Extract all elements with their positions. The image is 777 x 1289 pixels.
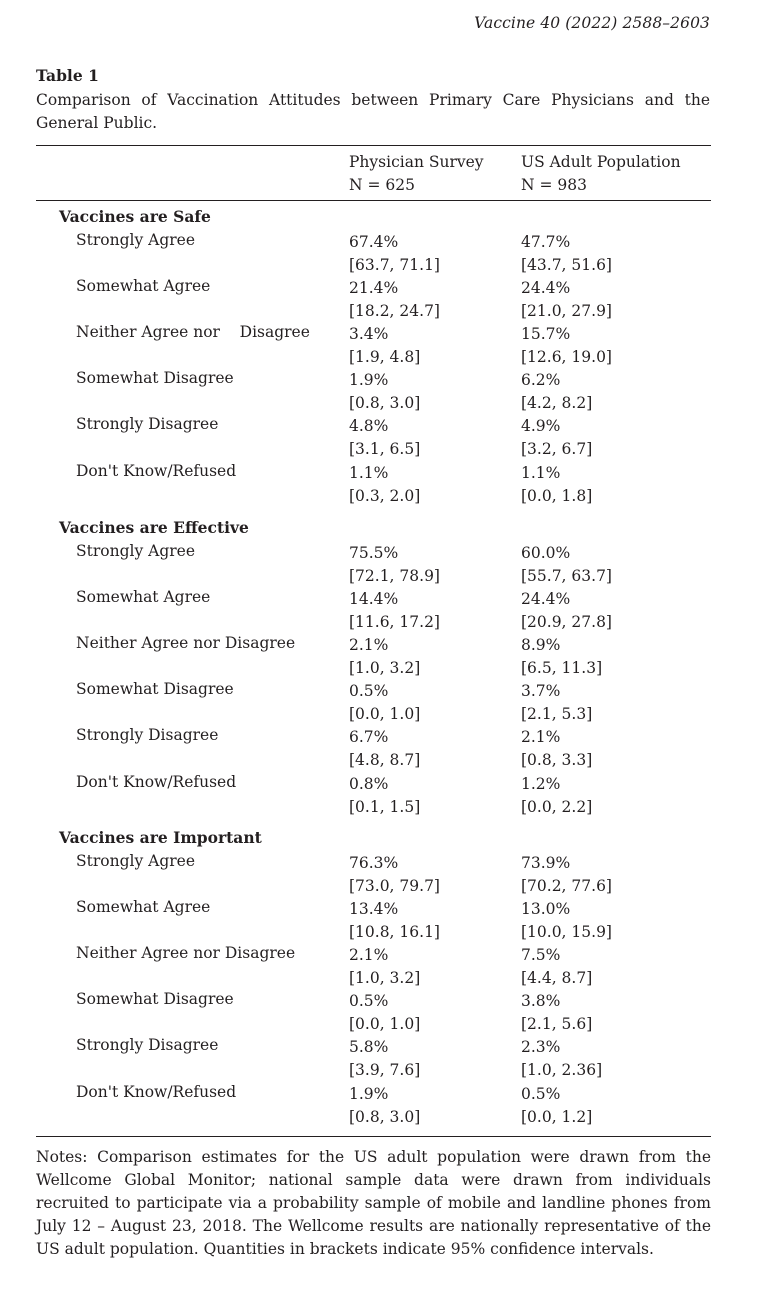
- physician-percent: 21.4%: [349, 279, 399, 298]
- population-percent: 1.1%: [521, 463, 561, 482]
- population-percent: 3.8%: [521, 992, 561, 1011]
- population-ci: [1.0, 2.36]: [521, 1061, 603, 1080]
- population-percent: 1.2%: [521, 774, 561, 793]
- table-row: [0, 369, 777, 415]
- physician-ci: [1.0, 3.2]: [349, 659, 421, 678]
- row-label: Somewhat Disagree: [76, 680, 234, 699]
- physician-cell: [349, 944, 420, 990]
- row-label: Somewhat Agree: [76, 588, 211, 607]
- physician-percent: 0.5%: [349, 682, 389, 701]
- table-row: [0, 898, 777, 944]
- table-row: [0, 542, 777, 588]
- table-row: [0, 726, 777, 772]
- row-label: Somewhat Disagree: [76, 369, 234, 388]
- population-cell: [521, 680, 592, 726]
- table-row: [0, 1083, 777, 1129]
- table-row: [0, 323, 777, 369]
- table-notes: Notes: Comparison estimates for the US adult population were drawn from the Wellcome Global Monitor; national sample data were drawn from individuals recruited to participate via a probability sample of mobile and landline phones from July 12 – August 23, 2018. The Wellcome results are nationally representative of the US adult population. Quantities in brackets indicate 95% confidence intervals.: [36, 1148, 711, 1258]
- population-cell: [521, 231, 612, 277]
- table-bottom-rule: [36, 1136, 711, 1137]
- physician-ci: [0.0, 1.0]: [349, 705, 421, 724]
- physician-ci: [18.2, 24.7]: [349, 302, 440, 321]
- physician-ci: [0.1, 1.5]: [349, 797, 421, 816]
- population-ci: [70.2, 77.6]: [521, 877, 612, 895]
- physician-cell: [349, 773, 420, 819]
- column-header-n: N = 625: [349, 176, 415, 194]
- table-row: [0, 773, 777, 819]
- population-ci: [0.0, 2.2]: [521, 797, 593, 816]
- column-header-physician: [349, 151, 484, 197]
- population-ci: [2.1, 5.6]: [521, 1015, 593, 1034]
- population-percent: 7.5%: [521, 946, 561, 965]
- physician-percent: 0.5%: [349, 992, 389, 1011]
- physician-cell: [349, 277, 440, 323]
- table-row: [0, 634, 777, 680]
- table-row: [0, 990, 777, 1036]
- physician-ci: [1.0, 3.2]: [349, 969, 421, 988]
- physician-cell: [349, 369, 420, 415]
- population-percent: 15.7%: [521, 325, 571, 344]
- row-label: Somewhat Agree: [76, 898, 211, 917]
- physician-percent: 2.1%: [349, 636, 389, 655]
- population-percent: 4.9%: [521, 417, 561, 436]
- physician-cell: [349, 680, 420, 726]
- physician-cell: [349, 231, 440, 277]
- row-label: Neither Agree nor Disagree: [76, 944, 296, 963]
- population-ci: [21.0, 27.9]: [521, 302, 612, 321]
- population-cell: [521, 588, 612, 634]
- physician-ci: [3.9, 7.6]: [349, 1061, 421, 1080]
- physician-percent: 13.4%: [349, 900, 399, 919]
- row-label: Don't Know/Refused: [76, 1082, 237, 1101]
- population-percent: 60.0%: [521, 544, 571, 562]
- table-row: [0, 277, 777, 323]
- section-title: Vaccines are Effective: [59, 518, 249, 537]
- population-percent: 2.3%: [521, 1038, 561, 1057]
- population-cell: [521, 852, 612, 898]
- row-label: Somewhat Disagree: [76, 990, 234, 1009]
- physician-ci: [73.0, 79.7]: [349, 877, 440, 895]
- table-caption: Comparison of Vaccination Attitudes between Primary Care Physicians and the General Public.: [36, 91, 710, 132]
- physician-cell: [349, 1083, 420, 1129]
- physician-percent: 2.1%: [349, 946, 389, 965]
- column-header-n: N = 983: [521, 176, 587, 194]
- population-cell: [521, 369, 592, 415]
- physician-cell: [349, 462, 420, 508]
- table-header-rule: [36, 200, 711, 201]
- table-top-rule: [36, 145, 711, 146]
- population-ci: [4.4, 8.7]: [521, 969, 593, 988]
- physician-cell: [349, 634, 420, 680]
- population-percent: 24.4%: [521, 590, 571, 609]
- physician-percent: 76.3%: [349, 854, 399, 872]
- row-label: Neither Agree nor Disagree: [76, 634, 296, 653]
- table-row: [0, 588, 777, 634]
- population-cell: [521, 1036, 602, 1082]
- physician-ci: [63.7, 71.1]: [349, 256, 440, 274]
- physician-percent: 1.9%: [349, 1084, 389, 1103]
- population-cell: [521, 634, 602, 680]
- population-cell: [521, 726, 592, 772]
- population-percent: 73.9%: [521, 854, 571, 872]
- row-label: Don't Know/Refused: [76, 461, 237, 480]
- row-label: Neither Agree nor Disagree: [76, 323, 310, 342]
- population-ci: [2.1, 5.3]: [521, 705, 593, 724]
- population-percent: 0.5%: [521, 1084, 561, 1103]
- population-cell: [521, 944, 592, 990]
- physician-ci: [0.8, 3.0]: [349, 1107, 421, 1126]
- population-cell: [521, 462, 592, 508]
- row-label: Strongly Agree: [76, 542, 196, 560]
- population-percent: 13.0%: [521, 900, 571, 919]
- column-header-name: US Adult Population: [521, 153, 681, 171]
- table-row: [0, 680, 777, 726]
- row-label: Don't Know/Refused: [76, 772, 237, 791]
- population-cell: [521, 990, 592, 1036]
- table-row: [0, 1036, 777, 1082]
- physician-ci: [1.9, 4.8]: [349, 348, 421, 367]
- row-label: Somewhat Agree: [76, 277, 211, 296]
- physician-cell: [349, 898, 440, 944]
- physician-cell: [349, 323, 420, 369]
- table-row: [0, 415, 777, 461]
- physician-percent: 0.8%: [349, 774, 389, 793]
- physician-percent: 6.7%: [349, 728, 389, 747]
- physician-cell: [349, 415, 420, 461]
- population-ci: [0.0, 1.8]: [521, 486, 593, 505]
- physician-cell: [349, 1036, 420, 1082]
- population-percent: 24.4%: [521, 279, 571, 298]
- population-ci: [3.2, 6.7]: [521, 440, 593, 459]
- population-cell: [521, 1083, 592, 1129]
- population-cell: [521, 277, 612, 323]
- table-row: [0, 462, 777, 508]
- row-label: Strongly Agree: [76, 231, 196, 249]
- physician-percent: 14.4%: [349, 590, 399, 609]
- physician-cell: [349, 852, 440, 898]
- physician-cell: [349, 588, 440, 634]
- population-ci: [10.0, 15.9]: [521, 923, 612, 942]
- physician-percent: 1.1%: [349, 463, 389, 482]
- population-percent: 47.7%: [521, 233, 571, 251]
- population-percent: 6.2%: [521, 371, 561, 390]
- column-header-population: [521, 151, 681, 197]
- section-title: Vaccines are Important: [59, 828, 262, 847]
- physician-percent: 4.8%: [349, 417, 389, 436]
- physician-ci: [0.8, 3.0]: [349, 394, 421, 413]
- table-label: Table 1: [36, 66, 99, 85]
- row-label: Strongly Disagree: [76, 726, 219, 745]
- physician-cell: [349, 542, 440, 588]
- row-label: Strongly Agree: [76, 852, 196, 870]
- physician-percent: 1.9%: [349, 371, 389, 390]
- physician-ci: [3.1, 6.5]: [349, 440, 421, 459]
- population-percent: 3.7%: [521, 682, 561, 701]
- population-cell: [521, 542, 612, 588]
- row-label: Strongly Disagree: [76, 415, 219, 434]
- population-ci: [0.0, 1.2]: [521, 1107, 593, 1126]
- population-ci: [6.5, 11.3]: [521, 659, 603, 678]
- physician-cell: [349, 990, 420, 1036]
- table-row: [0, 944, 777, 990]
- population-cell: [521, 773, 592, 819]
- population-ci: [43.7, 51.6]: [521, 256, 612, 274]
- journal-reference: Vaccine 40 (2022) 2588–2603: [474, 14, 710, 32]
- physician-percent: 5.8%: [349, 1038, 389, 1057]
- table-row: [0, 231, 777, 277]
- physician-ci: [10.8, 16.1]: [349, 923, 440, 942]
- physician-ci: [4.8, 8.7]: [349, 751, 421, 770]
- population-ci: [20.9, 27.8]: [521, 613, 612, 632]
- physician-ci: [0.3, 2.0]: [349, 486, 421, 505]
- column-header-name: Physician Survey: [349, 153, 484, 171]
- population-ci: [12.6, 19.0]: [521, 348, 612, 367]
- population-cell: [521, 323, 612, 369]
- physician-percent: 67.4%: [349, 233, 399, 251]
- physician-ci: [72.1, 78.9]: [349, 567, 440, 585]
- physician-cell: [349, 726, 420, 772]
- population-percent: 2.1%: [521, 728, 561, 747]
- physician-ci: [11.6, 17.2]: [349, 613, 440, 632]
- population-cell: [521, 898, 612, 944]
- physician-percent: 75.5%: [349, 544, 399, 562]
- row-label: Strongly Disagree: [76, 1036, 219, 1055]
- population-percent: 8.9%: [521, 636, 561, 655]
- physician-ci: [0.0, 1.0]: [349, 1015, 421, 1034]
- population-ci: [0.8, 3.3]: [521, 751, 593, 770]
- population-ci: [55.7, 63.7]: [521, 567, 612, 585]
- population-ci: [4.2, 8.2]: [521, 394, 593, 413]
- table-row: [0, 852, 777, 898]
- physician-percent: 3.4%: [349, 325, 389, 344]
- section-title: Vaccines are Safe: [59, 207, 211, 226]
- population-cell: [521, 415, 592, 461]
